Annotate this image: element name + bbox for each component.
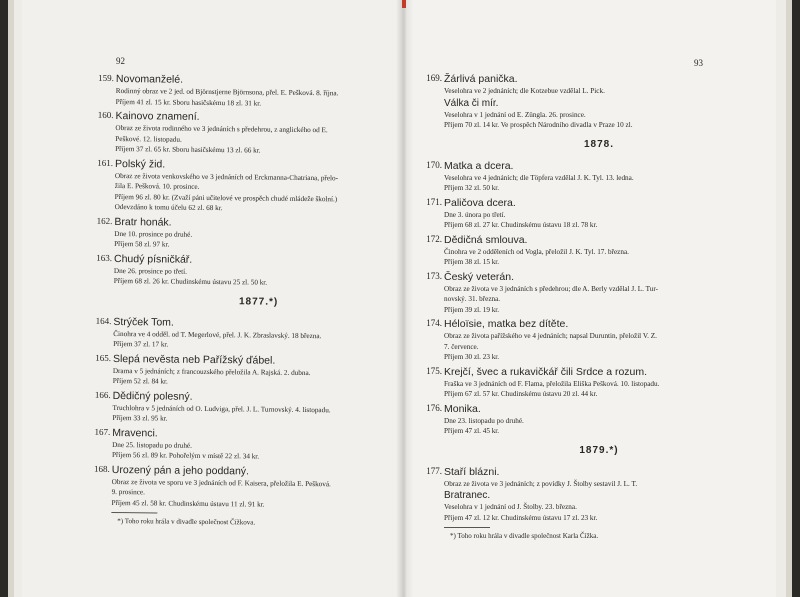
entry-detail-line: Dne 3. února po třetí. [444, 210, 506, 219]
bookmark-ribbon [402, 0, 406, 8]
play-title: Matka a dcera. [444, 159, 514, 172]
play-title: Chudý písničkář. [113, 252, 193, 266]
year-heading: 1878. [583, 138, 615, 150]
entry-detail-line: Veselohra ve 2 jednáních; dle Kotzebue vzdělal L. Pick. [444, 87, 605, 95]
entry-detail-line: Příjem 41 zl. 15 kr. Sboru hasičskému 18 zl. 31 kr. [115, 97, 262, 108]
play-title: Dědičná smlouva. [444, 233, 528, 246]
catalog-entry [426, 270, 754, 316]
entry-detail-line: Příjem 39 zl. 19 kr. [444, 305, 500, 314]
entries-before-1878 [426, 72, 754, 131]
entry-detail-line: Obraz ze života pařížského ve 4 jednáních; napsal Duruntin, přeložil V. Z. [444, 332, 657, 340]
entry-detail-line: Příjem 56 zl. 89 kr. Pohořelým v místě 22 zl. 34 kr. [111, 450, 260, 461]
play-title: Paličova dcera. [444, 196, 516, 209]
entries-1879 [426, 465, 754, 524]
left-column [94, 72, 405, 529]
entry-detail-line: Dne 26. prosince po třetí. [113, 266, 188, 276]
entry-number: 159. [98, 72, 114, 83]
entry-detail-line: Příjem 37 zl. 17 kr. [113, 339, 169, 349]
entry-number: 173. [426, 270, 442, 281]
catalog-entry [98, 72, 405, 110]
play-title: Héloïsie, matka bez dítěte. [444, 318, 569, 330]
entry-detail-line: žila E. Pešková. 10. prosince. [114, 181, 200, 191]
entry-detail-line: Odevzdáno k tomu účelu 62 zl. 68 kr. [114, 202, 223, 213]
entry-detail-line: Peškové. 12. listopadu. [115, 134, 182, 144]
catalog-entry [426, 159, 754, 194]
play-title: Slepá nevěsta neb Pařížský ďábel. [112, 352, 276, 367]
left-page [22, 0, 405, 597]
play-subtitle: Válka či mír. [444, 97, 499, 109]
catalog-entry [94, 388, 402, 426]
entry-detail-line: Příjem 47 zl. 45 kr. [444, 427, 500, 435]
catalog-entry [426, 402, 754, 437]
play-title: Novomanželé. [115, 72, 184, 86]
catalog-entry [426, 72, 754, 131]
entry-detail-line: Rodinný obraz ve 2 jed. od Björnstjerne Björnsona, přel. E. Pešková. 8. října. [115, 86, 339, 98]
play-title: Mravenci. [112, 426, 158, 439]
entries-1877-before [96, 72, 405, 290]
play-title: Český veterán. [444, 270, 515, 283]
entry-number: 176. [426, 402, 442, 413]
entry-detail-line: Obraz ze života ve 3 jednáních s předehrou; dle A. Berly vzdělal J. L. Tur- [444, 284, 659, 293]
play-title: Staří blázni. [444, 465, 500, 478]
catalog-entry [95, 351, 403, 389]
play-title: Kainovo znamení. [115, 109, 200, 123]
entry-detail-line: Příjem 37 zl. 65 kr. Sboru hasičskému 13 zl. 66 kr. [115, 144, 261, 155]
entry-number: 164. [95, 315, 112, 326]
year-heading-1879: 1879.*) [579, 444, 619, 456]
catalog-entry [94, 462, 401, 511]
catalog-entry [97, 109, 405, 158]
entry-detail-line: Příjem 45 zl. 58 kr. Chudinskému ústavu 11 zl. 91 kr. [111, 498, 265, 509]
play-title: Krejčí, švec a rukavičkář čili Srdce a rozum. [444, 365, 648, 378]
right-column [426, 72, 754, 541]
catalog-entry [426, 365, 754, 400]
play-title: Žárlivá panička. [444, 73, 518, 85]
entry-detail-line: Veselohra v 1 jednání od J. Štolby. 23. března. [444, 503, 577, 511]
catalog-entry [94, 425, 402, 463]
catalog-entry [96, 251, 404, 289]
footnote-rule [444, 527, 490, 528]
entry-detail-line: Obraz ze života ve sporu ve 3 jednáních od F. Kaisera, přeložila E. Pešková. [111, 477, 331, 488]
entry-detail-line: Fraška ve 3 jednáních od F. Flama, přeložila Eliška Pešková. 10. listopadu. [444, 379, 660, 388]
entry-detail-line: Příjem 47 zl. 12 kr. Chudinskému ústavu 17 zl. 23 kr. [444, 513, 598, 522]
right-page [404, 0, 776, 597]
entry-detail-line: Příjem 68 zl. 26 kr. Chudinskému ústavu 25 zl. 50 kr. [113, 276, 268, 287]
entry-detail-line: Příjem 38 zl. 15 kr. [444, 258, 500, 266]
entry-number: 177. [426, 465, 442, 476]
entry-number: 160. [97, 109, 114, 120]
play-title: Bratr honák. [114, 215, 172, 229]
entry-detail-line: Činohra ve 2 odděleních od Vogla, přeložil J. K. Tyl. 17. března. [444, 247, 629, 256]
play-title: Strýček Tom. [113, 315, 174, 329]
year-heading: 1877.*) [238, 295, 279, 308]
entry-detail-line: Příjem 96 zl. 80 kr. (Zvaží páni učitelové ve prospěch chudé mládeže školní.) [114, 192, 338, 203]
entry-number: 167. [94, 426, 111, 437]
entry-detail-line: Příjem 68 zl. 27 kr. Chudinskému ústavu 18 zl. 78 kr. [444, 221, 598, 229]
footnote-rule [111, 512, 157, 513]
page-number: 93 [694, 58, 703, 68]
entry-detail-line: Dne 10. prosince po druhé. [114, 229, 193, 239]
entries-1878 [426, 159, 754, 437]
play-title: Polský žid. [114, 157, 166, 171]
page-number: 92 [116, 56, 125, 66]
entry-detail-line: Drama v 5 jednáních; z francouzského přeložila A. Rajská. 2. dubna. [112, 366, 311, 377]
entry-detail-line: Příjem 70 zl. 14 kr. Ve prospěch Národního divadla v Praze 10 zl. [444, 121, 633, 129]
entry-detail-line: 9. prosince. [111, 487, 145, 497]
entry-number: 161. [97, 157, 114, 168]
entry-detail-line: novský. 31. března. [444, 295, 501, 303]
entry-detail-line: Příjem 52 zl. 84 kr. [112, 376, 168, 386]
entry-number: 174. [426, 318, 442, 328]
entry-detail-line: Příjem 32 zl. 50 kr. [444, 184, 500, 192]
entry-detail-line: Obraz ze života rodinného ve 3 jednáních s předehrou, z anglického od E. [115, 123, 328, 135]
catalog-entry [426, 317, 754, 363]
entry-number: 175. [426, 365, 442, 376]
entry-number: 163. [96, 252, 113, 263]
catalog-entry [97, 156, 405, 215]
entry-number: 169. [426, 73, 442, 83]
catalog-entry [426, 233, 754, 268]
entry-detail-line: Veselohra v 1 jednání od E. Züngla. 26. prosince. [444, 110, 586, 119]
entry-detail-line: Dne 25. listopadu po druhé. [112, 440, 192, 450]
entry-detail-line: Obraz ze života ve 3 jednáních; z povídky J. Štolby sestavil J. L. T. [444, 479, 638, 488]
footnote: *) Toho roku hrála v divadle společnost Čížkova. [117, 517, 256, 527]
play-title: Monika. [444, 402, 481, 415]
entry-detail-line: 7. července. [444, 342, 479, 351]
play-title: Dědičný polesný. [112, 389, 193, 403]
entry-number: 162. [96, 215, 113, 226]
entry-detail-line: Dne 23. listopadu po druhé. [444, 416, 524, 425]
entry-detail-line: Truchlohra v 5 jednáních od O. Ludviga, přel. J. L. Turnovský. 4. listopadu. [112, 403, 331, 414]
entry-number: 170. [426, 159, 442, 170]
catalog-entry [95, 314, 403, 352]
entry-detail-line: Příjem 58 zl. 97 kr. [114, 239, 170, 249]
entry-number: 165. [95, 352, 112, 363]
footnote: *) Toho roku hrála v divadle společnost Karla Čížka. [450, 532, 599, 540]
play-subtitle: Bratranec. [444, 490, 491, 501]
entry-number: 172. [426, 233, 442, 244]
entries-1877 [94, 314, 403, 511]
entry-detail-line: Činohra ve 4 odděl. od T. Megerlové, přel. J. K. Zbraslavský. 18 března. [113, 329, 322, 340]
entry-detail-line: Veselohra ve 4 jednáních; dle Töpfera vzdělal J. K. Tyl. 13. ledna. [444, 173, 634, 182]
entry-detail-line: Příjem 67 zl. 57 kr. Chudinskému ústavu 20 zl. 44 kr. [444, 390, 598, 398]
entry-detail-line: Příjem 30 zl. 23 kr. [444, 353, 500, 361]
book-gutter [396, 0, 414, 597]
play-title: Urozený pán a jeho poddaný. [111, 463, 250, 477]
catalog-entry [96, 214, 404, 252]
entry-number: 168. [94, 463, 110, 474]
catalog-entry [426, 465, 754, 524]
entry-number: 171. [426, 196, 442, 207]
entry-detail-line: Obraz ze života venkovského ve 3 jednáních od Erckmanna-Chatriana, přelo- [114, 171, 339, 182]
catalog-entry [426, 196, 754, 231]
entry-number: 166. [94, 389, 111, 400]
entry-detail-line: Příjem 33 zl. 95 kr. [112, 413, 168, 423]
